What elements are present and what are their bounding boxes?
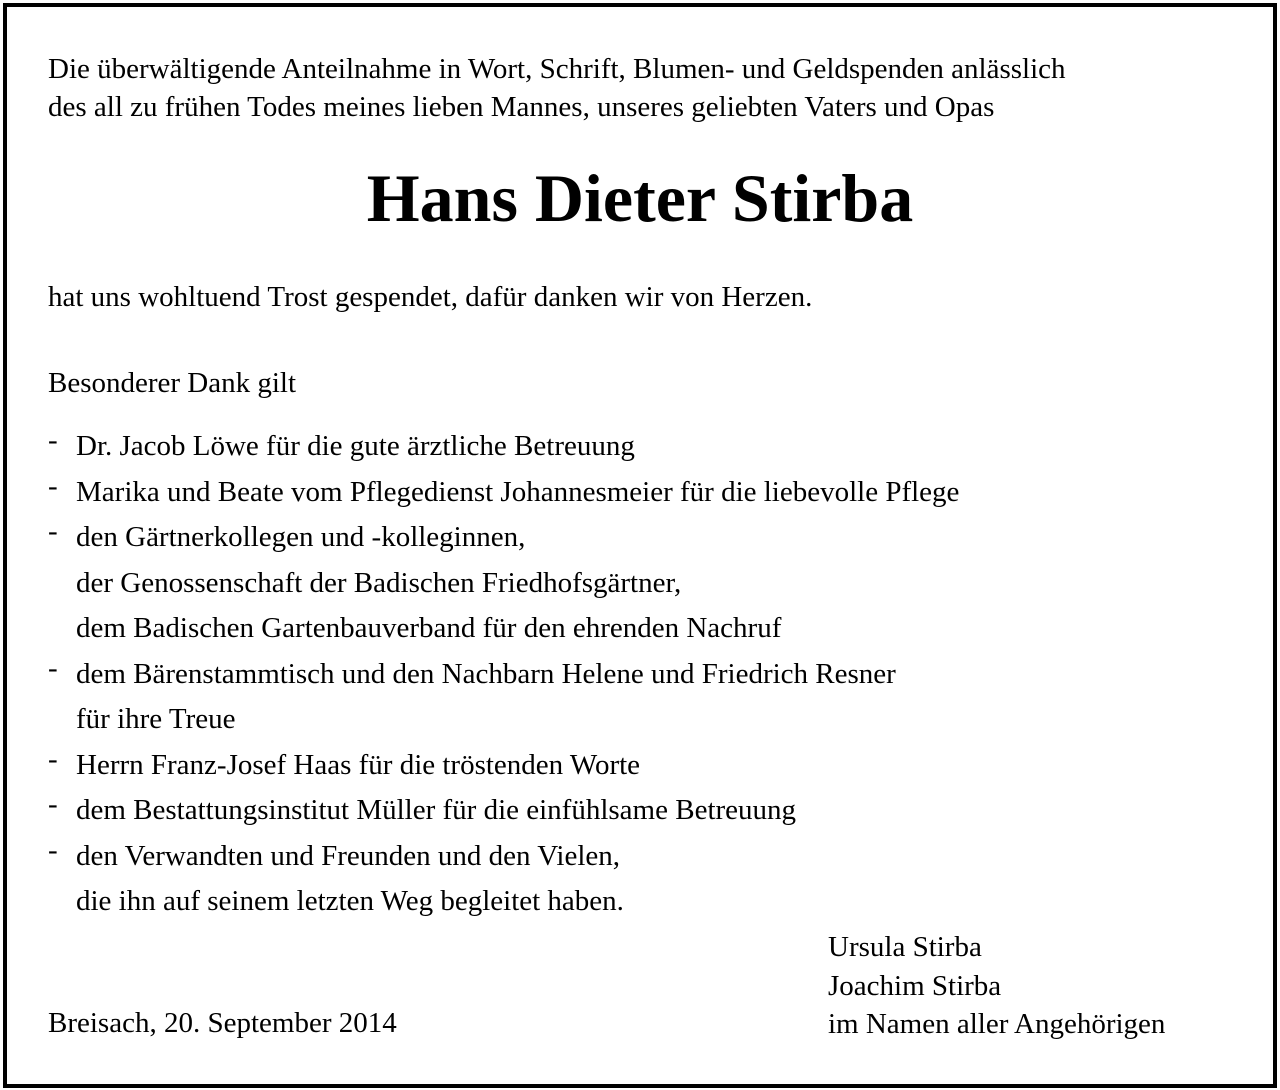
list-item — [48, 424, 959, 470]
signer-note: im Namen aller Angehörigen — [828, 1008, 1166, 1040]
signer-name: Ursula Stirba — [828, 931, 982, 963]
list-dash: - — [48, 469, 58, 502]
list-item-line: den Gärtnerkollegen und -kolleginnen, — [76, 521, 526, 553]
list-item-line: der Genossenschaft der Badischen Friedhofsgärtner, — [76, 566, 682, 599]
list-item — [48, 743, 959, 789]
deceased-name: Hans Dieter Stirba — [366, 160, 914, 236]
list-dash: - — [48, 651, 58, 684]
list-item-line: die ihn auf seinem letzten Weg begleitet haben. — [76, 885, 624, 917]
intro-line-2: des all zu frühen Todes meines lieben Mannes, unseres geliebten Vaters und Opas — [48, 91, 995, 123]
signers-block — [828, 928, 1165, 1044]
list-dash: - — [48, 515, 58, 547]
list-dash: - — [48, 788, 58, 820]
list-item — [48, 834, 959, 925]
list-item-line: Dr. Jacob Löwe für die gute ärztliche Betreuung — [76, 430, 635, 462]
thanks-list — [48, 424, 959, 925]
list-dash: - — [48, 742, 58, 775]
place-date: Breisach, 20. September 2014 — [48, 1007, 397, 1039]
list-item-line: Herrn Franz-Josef Haas für die tröstenden Worte — [76, 748, 641, 781]
special-thanks-heading: Besonderer Dank gilt — [48, 367, 297, 399]
list-item-line: den Verwandten und Freunden und den Vielen, — [76, 839, 621, 872]
list-item-line: für ihre Treue — [76, 703, 236, 735]
list-item-line: dem Badischen Gartenbauverband für den ehrenden Nachruf — [76, 612, 782, 644]
list-dash: - — [48, 424, 58, 456]
list-item-line: dem Bärenstammtisch und den Nachbarn Helene und Friedrich Resner — [76, 657, 896, 690]
intro-text — [48, 50, 1066, 126]
list-item-line: dem Bestattungsinstitut Müller für die einfühlsame Betreuung — [76, 794, 797, 826]
signer-name: Joachim Stirba — [828, 969, 1002, 1002]
list-item-line: Marika und Beate vom Pflegedienst Johannesmeier für die liebevolle Pflege — [76, 475, 960, 508]
list-item — [48, 515, 959, 652]
list-item — [48, 470, 959, 516]
list-item — [48, 788, 959, 834]
intro-line-1: Die überwältigende Anteilnahme in Wort, Schrift, Blumen- und Geldspenden anlässlich — [48, 53, 1066, 85]
thanks-line: hat uns wohltuend Trost gespendet, dafür danken wir von Herzen. — [48, 281, 813, 313]
list-dash: - — [48, 833, 58, 866]
list-item — [48, 652, 959, 743]
